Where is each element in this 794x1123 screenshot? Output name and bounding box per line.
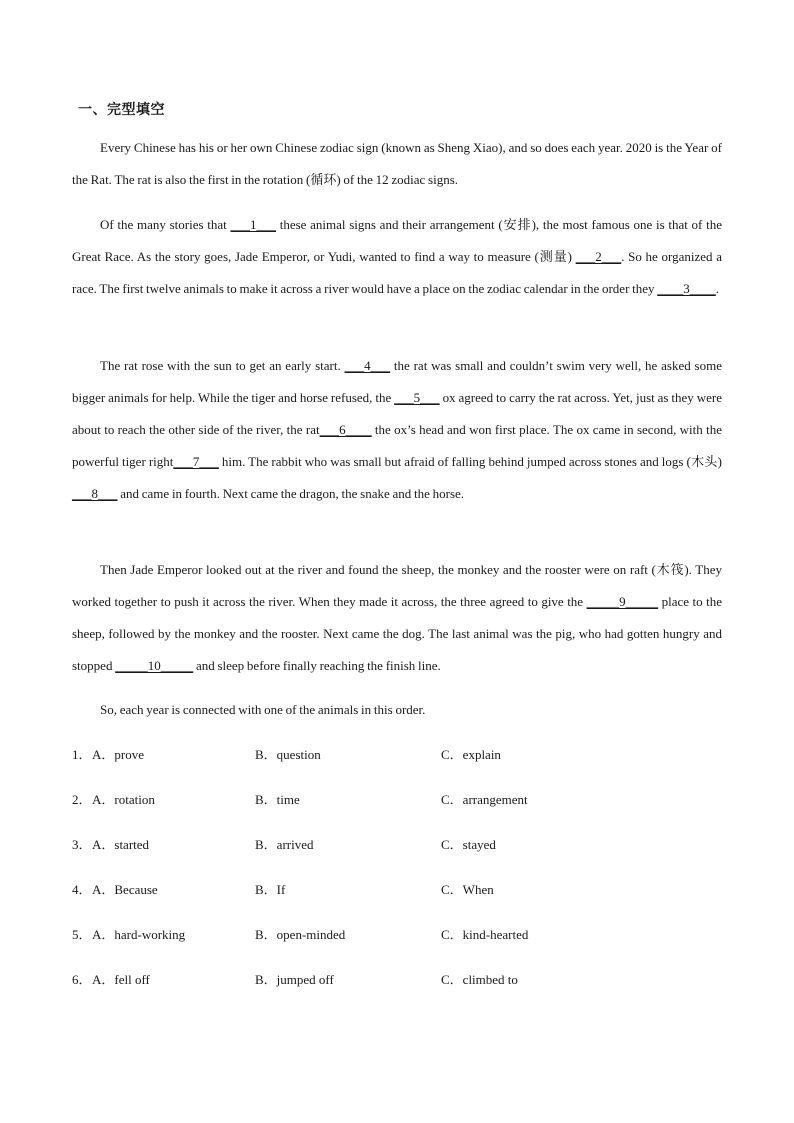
option-b: B．open-minded xyxy=(255,927,346,942)
paragraph-text: the rat was small and couldn’t swim very well, he asked some bigger animals for help. While the tiger and horse refused, the xyxy=(72,358,723,405)
option-c: C．explain xyxy=(441,747,501,762)
question-2-options xyxy=(72,785,722,830)
passage-paragraph-4 xyxy=(72,554,722,682)
option-c: C．kind-hearted xyxy=(441,927,529,942)
question-6-options xyxy=(72,965,722,1010)
question-number: 5． xyxy=(72,927,92,942)
option-a: A．hard-working xyxy=(92,927,186,942)
answer-options xyxy=(72,740,722,1010)
blank-7: ___7___ xyxy=(173,454,219,469)
question-number: 1． xyxy=(72,747,92,762)
option-b: B．time xyxy=(255,792,300,807)
question-number: 6． xyxy=(72,972,92,987)
question-5-options xyxy=(72,920,722,965)
paragraph-text: Of the many stories that xyxy=(100,217,231,232)
option-b: B．question xyxy=(255,747,321,762)
paragraph-text: him. The rabbit who was small but afraid of falling behind jumped across stones and logs (木头) xyxy=(218,454,722,469)
question-number: 3． xyxy=(72,837,92,852)
paragraph-text: place to the sheep, followed by the monkey and the rooster. Next came the dog. The last animal was the pig, who had gotten hungry and stopped xyxy=(72,594,723,673)
paragraph-text: Then Jade Emperor looked out at the river and found the sheep, the monkey and the rooster were on raft (木筏). They worked together to push it across the river. When they made it across, the three agreed to give the xyxy=(72,562,722,609)
passage-paragraph-1 xyxy=(72,132,722,196)
question-4-options xyxy=(72,875,722,920)
section-title: 一、完型填空 xyxy=(78,102,165,118)
option-c: C．When xyxy=(441,882,494,897)
paragraph-text: . So he organized a race. The first twelve animals to make it across a river would have a place on the zodiac calendar in the order they xyxy=(72,249,722,296)
blank-10: _____10_____ xyxy=(115,658,194,673)
option-a: A．prove xyxy=(92,747,144,762)
blank-8: ___8___ xyxy=(72,486,118,501)
option-c: C．arrangement xyxy=(441,792,528,807)
paragraph-text: So, each year is connected with one of the animals in this order. xyxy=(100,702,426,717)
question-number: 2． xyxy=(72,792,92,807)
blank-4: ___4___ xyxy=(344,358,391,373)
passage-paragraph-3 xyxy=(72,350,722,510)
paragraph-text: . xyxy=(715,281,720,296)
paragraph-text: these animal signs and their arrangement (安排), the most famous one is that of the Great Race. As the story goes, Jade Emperor, or Yudi, wanted to find a way to measure (测量) xyxy=(72,217,722,264)
option-c: C．climbed to xyxy=(441,972,518,987)
blank-3: ____3____ xyxy=(657,281,716,296)
option-b: B．If xyxy=(255,882,286,897)
option-a: A．Because xyxy=(92,882,158,897)
passage-paragraph-5 xyxy=(72,694,722,726)
blank-9: _____9_____ xyxy=(586,594,659,609)
question-3-options xyxy=(72,830,722,875)
question-1-options xyxy=(72,740,722,785)
paragraph-text: the ox’s head and won first place. The ox came in second, with the powerful tiger right xyxy=(72,422,722,469)
option-a: A．rotation xyxy=(92,792,155,807)
blank-5: ___5___ xyxy=(394,390,440,405)
question-number: 4． xyxy=(72,882,92,897)
blank-2: ___2___ xyxy=(575,249,622,264)
option-a: A．fell off xyxy=(92,972,150,987)
option-b: B．arrived xyxy=(255,837,314,852)
passage-paragraph-2 xyxy=(72,209,722,305)
paragraph-text: Every Chinese has his or her own Chinese zodiac sign (known as Sheng Xiao), and so does each year. 2020 is the Year of the Rat. The rat is also the first in the rotation (循环) of the 12 zodiac signs. xyxy=(72,140,722,187)
paragraph-text: and sleep before finally reaching the finish line. xyxy=(193,658,441,673)
paragraph-text: and came in fourth. Next came the dragon, the snake and the horse. xyxy=(117,486,465,501)
option-a: A．started xyxy=(92,837,150,852)
option-c: C．stayed xyxy=(441,837,496,852)
paragraph-text: ox agreed to carry the rat across. Yet, just as they were about to reach the other side of the river, the rat xyxy=(72,390,722,437)
paragraph-text: The rat rose with the sun to get an early start. xyxy=(100,358,345,373)
blank-1: ___1___ xyxy=(230,217,276,232)
option-b: B．jumped off xyxy=(255,972,334,987)
blank-6: ___6____ xyxy=(319,422,372,437)
